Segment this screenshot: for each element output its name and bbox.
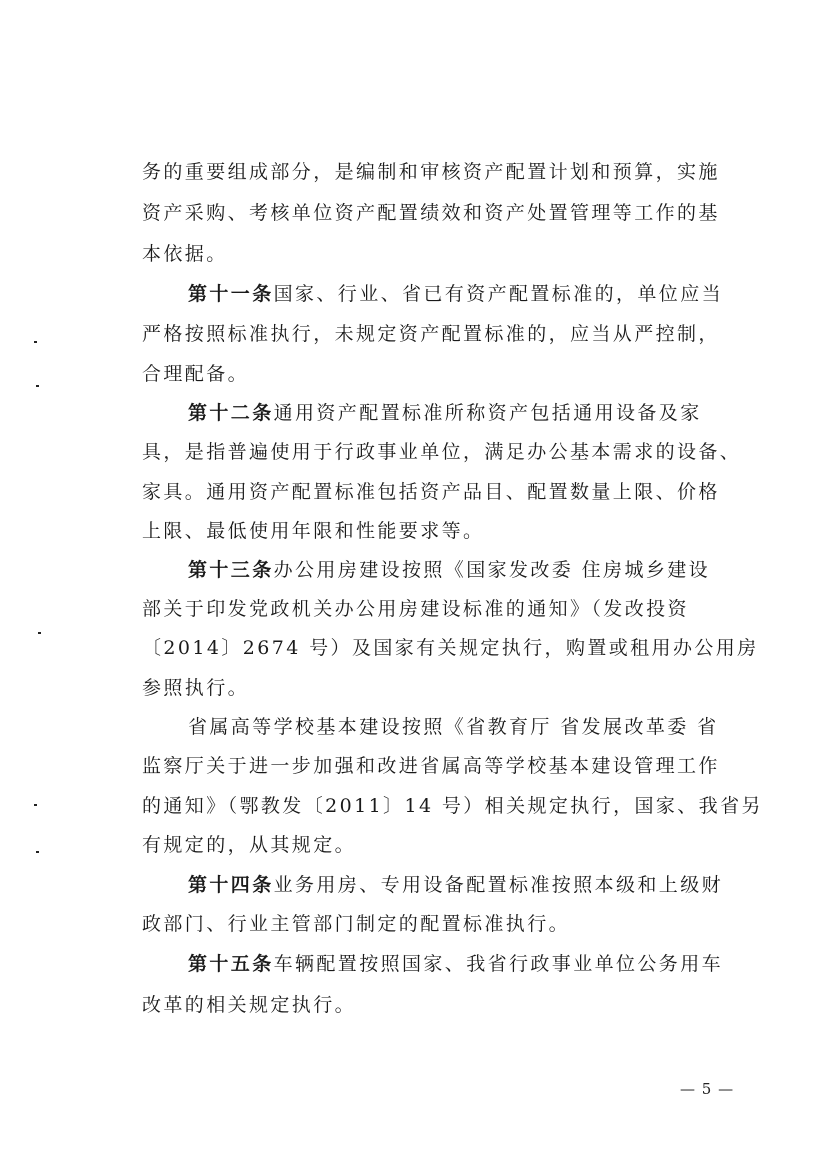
- text-line: 改革的相关规定执行。: [142, 994, 357, 1016]
- text-line: 上限、最低使用年限和性能要求等。: [142, 520, 485, 542]
- article-text: 车辆配置按照国家、我省行政事业单位公务用车: [273, 953, 724, 975]
- text-line: 本依据。: [142, 243, 228, 265]
- article-heading: 第十一条: [188, 283, 274, 305]
- text-line: 务的重要组成部分，是编制和审核资产配置计划和预算，实施: [142, 161, 720, 183]
- text-line: 省属高等学校基本建设按照《省教育厅 省发展改革委 省: [188, 716, 719, 738]
- scan-mark: [34, 804, 37, 806]
- article-text: 业务用房、专用设备配置标准按照本级和上级财: [273, 874, 724, 896]
- text-line: 的通知》（鄂教发〔2011〕14 号）相关规定执行，国家、我省另: [142, 795, 763, 817]
- scan-mark: [36, 385, 39, 387]
- scan-mark: [38, 632, 41, 634]
- text-line: 具，是指普遍使用于行政事业单位，满足办公基本需求的设备、: [142, 441, 742, 463]
- article-heading: 第十五条: [188, 953, 274, 975]
- text-line: 政部门、行业主管部门制定的配置标准执行。: [142, 913, 571, 935]
- text-line: 合理配备。: [142, 363, 250, 385]
- text-line: 部关于印发党政机关办公用房建设标准的通知》（发改投资: [142, 598, 689, 620]
- text-line: 有规定的，从其规定。: [142, 834, 357, 856]
- text-line: 家具。通用资产配置标准包括资产品目、配置数量上限、价格: [142, 481, 720, 503]
- article-15-line: [188, 952, 723, 976]
- article-heading: 第十四条: [188, 874, 274, 896]
- article-text: 国家、行业、省已有资产配置标准的，单位应当: [273, 283, 724, 305]
- article-text: 通用资产配置标准所称资产包括通用设备及家: [273, 402, 702, 424]
- page-number: — 5 —: [680, 1080, 735, 1098]
- scan-mark: [34, 341, 37, 343]
- text-line: 参照执行。: [142, 677, 250, 699]
- text-line: 资产采购、考核单位资产配置绩效和资产处置管理等工作的基: [142, 202, 720, 224]
- text-line: 〔2014〕2674 号）及国家有关规定执行，购置或租用办公用房: [142, 637, 759, 659]
- text-line: 严格按照标准执行，未规定资产配置标准的，应当从严控制，: [142, 323, 720, 345]
- article-11-line: [188, 282, 723, 306]
- article-text: 办公用房建设按照《国家发改委 住房城乡建设: [273, 559, 711, 581]
- scan-mark: [36, 851, 39, 853]
- article-13-line: [188, 558, 710, 582]
- article-14-line: [188, 873, 723, 897]
- article-12-line: [188, 401, 702, 425]
- article-heading: 第十三条: [188, 559, 274, 581]
- text-line: 监察厅关于进一步加强和改进省属高等学校基本建设管理工作: [142, 755, 720, 777]
- article-heading: 第十二条: [188, 402, 274, 424]
